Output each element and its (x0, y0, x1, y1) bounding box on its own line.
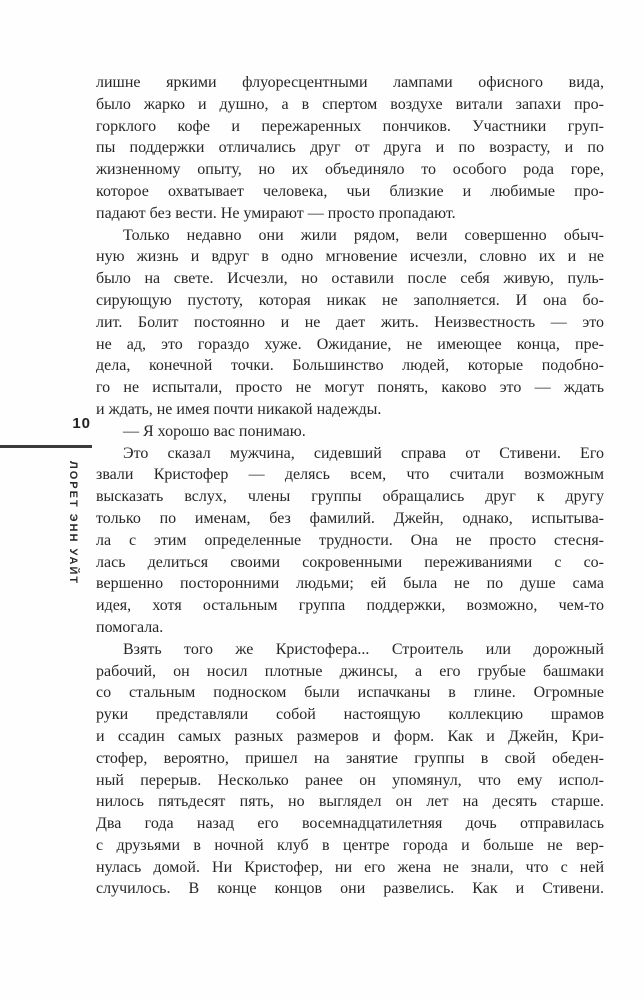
text-line: Два года назад его восемнадцатилетняя дочь отправилась (96, 815, 604, 833)
text-line: высказать вслух, члены группы обращались друг к другу (96, 488, 604, 506)
text-line: было на свете. Исчезли, но оставили после себя живую, пуль- (96, 270, 604, 288)
text-line: Только недавно они жили рядом, вели совершенно обыч- (123, 226, 604, 244)
text-line: рабочий, он носил плотные джинсы, а его грубые башмаки (96, 662, 604, 680)
text-line: лишне яркими флуоресцентными лампами офисного вида, (96, 74, 604, 91)
text-line: горклого кофе и пережаренных пончиков. Участники груп- (96, 117, 604, 135)
text-line: руки представляли собой настоящую коллекцию шрамов (96, 706, 604, 724)
text-line: идея, хотя остальным группа поддержки, возможно, чем-то (96, 597, 604, 615)
text-line: лит. Болит постоянно и не дает жить. Неизвестность — это (96, 313, 604, 331)
text-line: сирующую пустоту, которая никак не заполняется. И она бо- (96, 291, 604, 309)
text-line: только по именам, без фамилий. Джейн, однако, испытыва- (96, 509, 604, 527)
text-line: помогала. (96, 618, 164, 636)
text-line: вершенно посторонними людьми; ей была не по душе сама (96, 575, 604, 593)
text-line: случилось. В конце концов они развелись. Как и Стивени. (96, 880, 604, 898)
author-running-head: ЛОРЕТ ЭНН УАЙТ (67, 461, 79, 586)
page-text (96, 72, 604, 900)
text-line: и ждать, не имея почти никакой надежды. (96, 400, 382, 418)
page-number: 10 (72, 415, 91, 432)
text-line: ный перерыв. Несколько ранее он упомянул, что ему испол- (96, 771, 604, 789)
text-line: ла с этим определенные трудности. Она не просто стесня- (96, 531, 604, 549)
text-line: лась делиться своими сокровенными переживаниями с со- (96, 553, 604, 571)
text-line: падают без вести. Не умирают — просто пропадают. (96, 204, 456, 222)
text-line: которое охватывает человека, чьи близкие и любимые про- (96, 182, 604, 200)
text-line: было жарко и душно, а в спертом воздухе витали запахи про- (96, 95, 604, 113)
text-line: дела, конечной точки. Большинство людей, которые подобно- (96, 357, 604, 375)
text-line: ную жизнь и вдруг в одно мгновение исчезли, словно их и не (96, 248, 604, 266)
text-line: жизненному опыту, но их объединяло то особого рода горе, (96, 161, 604, 179)
text-line: Это сказал мужчина, сидевший справа от Стивени. Его (123, 444, 604, 462)
margin-rule-divider (0, 445, 92, 448)
text-line: Взять того же Кристофера... Строитель или дорожный (123, 640, 604, 658)
text-line: го не испытали, просто не могут понять, каково это — ждать (96, 379, 604, 397)
text-line: звали Кристофер — делясь всем, что считали возможным (96, 466, 604, 484)
text-line: нулась домой. Ни Кристофер, ни его жена не знали, что с ней (96, 858, 604, 876)
text-line: — Я хорошо вас понимаю. (123, 422, 306, 440)
text-line: не ад, это гораздо хуже. Ожидание, не имеющее конца, пре- (96, 335, 604, 353)
text-line: нилось пятьдесят пять, но выглядел он лет на десять старше. (96, 793, 604, 811)
text-line: с друзьями в ночной клуб в центре города и больше не вер- (96, 836, 604, 854)
text-line: и ссадин самых разных размеров и форм. Как и Джейн, Кри- (96, 727, 604, 745)
text-line: пы поддержки отличались друг от друга и по возрасту, и по (96, 139, 604, 157)
text-line: стофер, вероятно, пришел на занятие группы в свой обеден- (96, 749, 604, 767)
text-line: со стальным подноском были испачканы в глине. Огромные (96, 684, 604, 702)
